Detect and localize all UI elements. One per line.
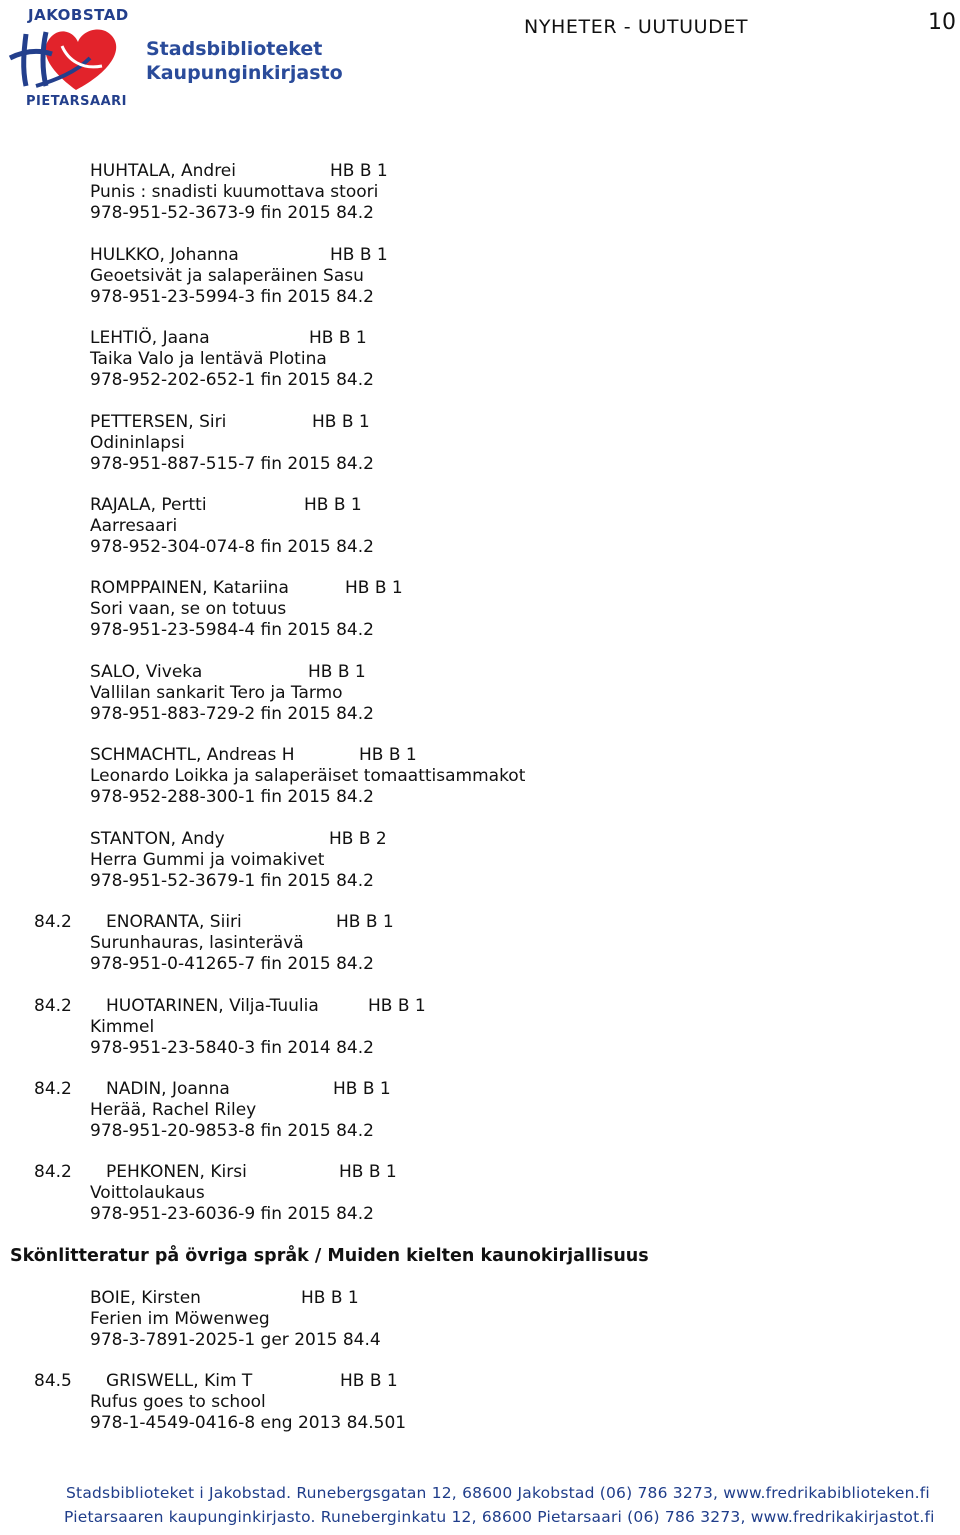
author: SALO, Viveka [90,662,203,682]
isbn-line: 978-951-52-3679-1 fin 2015 84.2 [90,871,374,891]
book-record [0,1371,960,1434]
shelf-code: HB B 1 [336,912,394,932]
author: RAJALA, Pertti [90,495,207,515]
shelf-code: HB B 1 [345,578,403,598]
book-title: Sori vaan, se on totuus [90,599,287,619]
book-title: Kimmel [90,1017,155,1037]
classification: 84.5 [34,1371,72,1391]
book-record [0,1288,960,1351]
book-record [0,829,960,892]
author: ROMPPAINEN, Katariina [90,578,289,598]
isbn-line: 978-3-7891-2025-1 ger 2015 84.4 [90,1330,381,1350]
book-title: Voittolaukaus [90,1183,205,1203]
book-title: Rufus goes to school [90,1392,266,1412]
author: PEHKONEN, Kirsi [106,1162,247,1182]
shelf-code: HB B 1 [368,996,426,1016]
shelf-code: HB B 1 [340,1371,398,1391]
book-title: Geoetsivät ja salaperäinen Sasu [90,266,364,286]
book-title: Odininlapsi [90,433,185,453]
isbn-line: 978-951-23-6036-9 fin 2015 84.2 [90,1204,374,1224]
isbn-line: 978-951-883-729-2 fin 2015 84.2 [90,704,374,724]
shelf-code: HB B 1 [312,412,370,432]
author: HUHTALA, Andrei [90,161,236,181]
shelf-code: HB B 1 [330,161,388,181]
book-record [0,578,960,641]
author: LEHTIÖ, Jaana [90,328,210,348]
book-title: Punis : snadisti kuumottava stoori [90,182,379,202]
book-record [0,745,960,808]
heart-logo-icon [6,20,136,96]
author: HULKKO, Johanna [90,245,239,265]
isbn-line: 978-1-4549-0416-8 eng 2013 84.501 [90,1413,407,1433]
book-title: Aarresaari [90,516,178,536]
page-number: 10 [928,10,956,35]
isbn-line: 978-951-0-41265-7 fin 2015 84.2 [90,954,374,974]
book-title: Leonardo Loikka ja salaperäiset tomaattisammakot [90,766,526,786]
book-title: Ferien im Möwenweg [90,1309,270,1329]
classification: 84.2 [34,996,72,1016]
isbn-line: 978-951-887-515-7 fin 2015 84.2 [90,454,374,474]
shelf-code: HB B 2 [329,829,387,849]
shelf-code: HB B 1 [339,1162,397,1182]
shelf-code: HB B 1 [301,1288,359,1308]
book-record [0,996,960,1059]
book-record [0,328,960,391]
footer-address-sv: Stadsbiblioteket i Jakobstad. Runebergsgatan 12, 68600 Jakobstad (06) 786 3273, www.fredrikabiblioteken.fi [66,1484,930,1502]
book-title: Herää, Rachel Riley [90,1100,257,1120]
shelf-code: HB B 1 [308,662,366,682]
book-record [0,662,960,725]
page-title: NYHETER - UUTUUDET [524,16,749,38]
isbn-line: 978-951-52-3673-9 fin 2015 84.2 [90,203,374,223]
classification: 84.2 [34,1079,72,1099]
isbn-line: 978-951-23-5840-3 fin 2014 84.2 [90,1038,374,1058]
footer-address-fi: Pietarsaaren kaupunginkirjasto. Runeberginkatu 12, 68600 Pietarsaari (06) 786 3273, www.fredrikakirjastot.fi [64,1508,935,1526]
book-record [0,912,960,975]
classification: 84.2 [34,912,72,932]
book-record [0,161,960,224]
author: PETTERSEN, Siri [90,412,227,432]
book-title: Vallilan sankarit Tero ja Tarmo [90,683,343,703]
book-record [0,1162,960,1225]
author: BOIE, Kirsten [90,1288,201,1308]
logo-name-sv: Stadsbiblioteket [146,38,323,60]
book-title: Taika Valo ja lentävä Plotina [90,349,327,369]
author: SCHMACHTL, Andreas H [90,745,295,765]
section-heading: Skönlitteratur på övriga språk / Muiden kielten kaunokirjallisuus [10,1246,649,1266]
logo-name-fi: Kaupunginkirjasto [146,62,343,84]
author: GRISWELL, Kim T [106,1371,253,1391]
isbn-line: 978-951-23-5984-4 fin 2015 84.2 [90,620,374,640]
author: ENORANTA, Siiri [106,912,242,932]
book-record [0,412,960,475]
book-title: Surunhauras, lasinterävä [90,933,304,953]
author: NADIN, Joanna [106,1079,230,1099]
book-record [0,1079,960,1142]
isbn-line: 978-952-304-074-8 fin 2015 84.2 [90,537,374,557]
isbn-line: 978-952-202-652-1 fin 2015 84.2 [90,370,374,390]
shelf-code: HB B 1 [359,745,417,765]
classification: 84.2 [34,1162,72,1182]
isbn-line: 978-951-23-5994-3 fin 2015 84.2 [90,287,374,307]
shelf-code: HB B 1 [333,1079,391,1099]
shelf-code: HB B 1 [304,495,362,515]
book-title: Herra Gummi ja voimakivet [90,850,325,870]
isbn-line: 978-952-288-300-1 fin 2015 84.2 [90,787,374,807]
logo-city-fi: PIETARSAARI [26,94,128,109]
author: STANTON, Andy [90,829,225,849]
book-record [0,495,960,558]
isbn-line: 978-951-20-9853-8 fin 2015 84.2 [90,1121,374,1141]
logo-city-sv: JAKOBSTAD [28,6,129,24]
library-logo [6,4,343,112]
book-record [0,245,960,308]
shelf-code: HB B 1 [309,328,367,348]
shelf-code: HB B 1 [330,245,388,265]
author: HUOTARINEN, Vilja-Tuulia [106,996,319,1016]
